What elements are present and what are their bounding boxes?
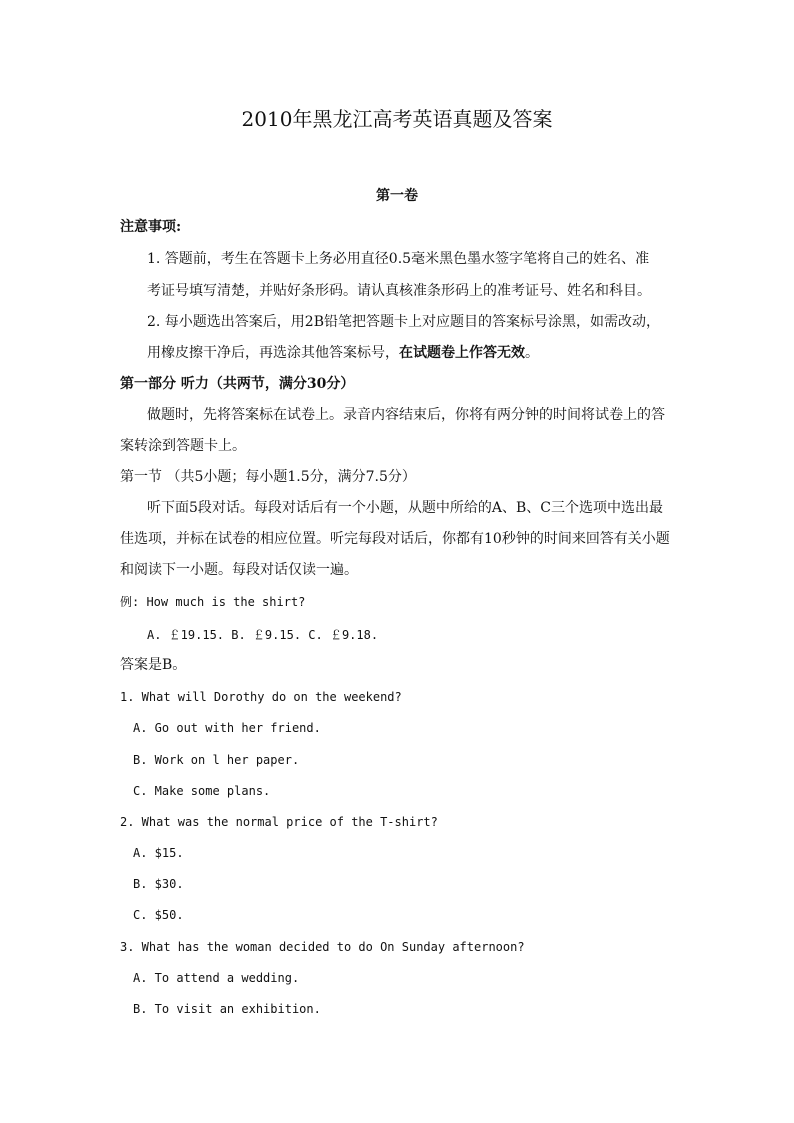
notice-item-2-line-2 [147, 344, 539, 362]
question-1: 1. What will Dorothy do on the weekend? [120, 690, 402, 704]
question-3: 3. What has the woman decided to do On Sunday afternoon? [120, 940, 525, 954]
notice-item-2-line-1: 2. 每小题选出答案后，用2B铅笔把答题卡上对应题目的答案标号涂黑，如需改动， [147, 314, 661, 330]
example-answer: 答案是B。 [120, 657, 187, 673]
question-3-option-b: B. To visit an exhibition. [133, 1002, 321, 1016]
example-question: 例: How much is the shirt? [120, 595, 306, 609]
question-3-option-a: A. To attend a wedding. [133, 971, 300, 985]
section1-instruction-line-2: 佳选项，并标在试卷的相应位置。听完每段对话后，你都有10秒钟的时间来回答有关小题 [120, 531, 670, 547]
notice-item-2-normal-text: 用橡皮擦干净后，再选涂其他答案标号， [147, 345, 399, 361]
example-options: A. ￡19.15. B. ￡9.15. C. ￡9.18. [147, 628, 379, 642]
section1-instruction-line-3: 和阅读下一小题。每段对话仅读一遍。 [120, 562, 358, 578]
notice-item-1-line-1: 1. 答题前，考生在答题卡上务必用直径0.5毫米黑色墨水签字笔将自己的姓名、准 [147, 251, 650, 267]
volume-heading: 第一卷 [376, 188, 418, 204]
question-2: 2. What was the normal price of the T-shirt? [120, 815, 438, 829]
question-1-option-c: C. Make some plans. [133, 784, 271, 798]
question-2-option-b: B. $30. [133, 877, 184, 891]
question-2-option-c: C. $50. [133, 908, 184, 922]
notice-item-1-line-2: 考证号填写清楚，并贴好条形码。请认真核准条形码上的准考证号、姓名和科目。 [147, 283, 651, 299]
notice-heading: 注意事项: [120, 219, 182, 235]
question-2-option-a: A. $15. [133, 846, 184, 860]
section1-instruction-line-1: 听下面5段对话。每段对话后有一个小题，从题中所给的A、B、C三个选项中选出最 [147, 500, 664, 516]
part1-intro-line-1: 做题时，先将答案标在试卷上。录音内容结束后，你将有两分钟的时间将试卷上的答 [147, 407, 665, 423]
notice-item-2-end: 。 [525, 345, 539, 361]
question-1-option-b: B. Work on l her paper. [133, 753, 300, 767]
part1-heading: 第一部分 听力（共两节，满分30分） [120, 376, 355, 392]
section1-heading: 第一节 （共5小题；每小题1.5分，满分7.5分） [120, 469, 416, 485]
notice-item-2-bold-text: 在试题卷上作答无效 [399, 345, 525, 361]
part1-intro-line-2: 案转涂到答题卡上。 [120, 438, 246, 454]
document-title: 2010年黑龙江高考英语真题及答案 [241, 107, 553, 131]
question-1-option-a: A. Go out with her friend. [133, 721, 321, 735]
